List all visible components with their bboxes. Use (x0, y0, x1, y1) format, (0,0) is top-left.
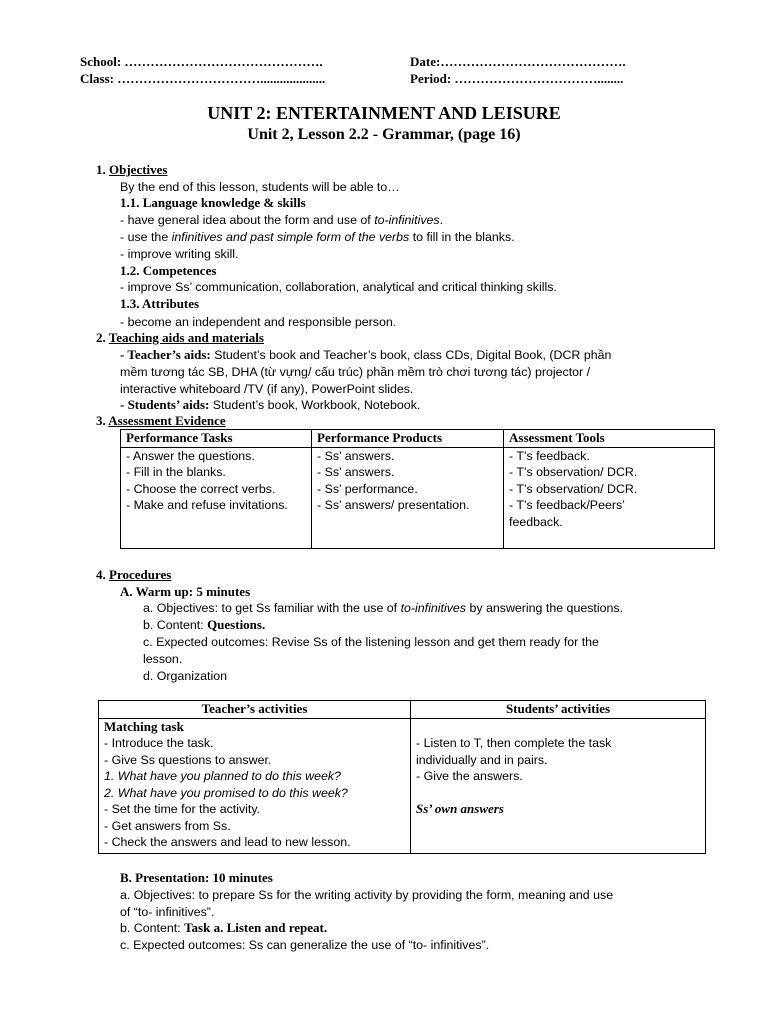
lesson-subtitle: Unit 2, Lesson 2.2 - Grammar, (page 16) (247, 126, 521, 143)
assessment-body-row (121, 447, 715, 548)
knowledge-item-3: - improve writing skill. (120, 247, 239, 261)
list-item: - T’s feedback. (509, 448, 590, 463)
warmup-objectives: a. Objectives: to get Ss familiar with the use of to-infinitives by answering the questions. (143, 601, 624, 615)
knowledge-heading: 1.1. Language knowledge & skills (120, 195, 306, 210)
list-item: - Introduce the task. (104, 736, 214, 750)
spacer (416, 785, 700, 802)
competences-heading: 1.2. Competences (120, 263, 217, 278)
list-item: - Ss’ answers. (317, 465, 395, 479)
section-title: Objectives (109, 162, 168, 177)
teacher-aids-line-2: mềm tương tác SB, DHA (từ vựng/ cấu trúc) phần mềm trò chơi tương tác) projector / (120, 365, 591, 379)
warmup-content: b. Content: Questions. (143, 617, 266, 632)
list-item: - T’s observation/ DCR. (509, 465, 638, 479)
list-item: - Ss’ performance. (317, 481, 418, 496)
question-item: 2. What have you promised to do this week? (104, 785, 348, 800)
list-item: - Ss’ answers/ presentation. (317, 498, 470, 512)
assessment-header-row (121, 430, 715, 448)
list-item: - Give the answers. (416, 769, 523, 783)
students-answers: Ss’ own answers (416, 801, 504, 816)
col-header-products: Performance Products (312, 430, 504, 448)
presentation-content: b. Content: Task a. Listen and repeat. (120, 920, 328, 935)
tools-cell (504, 447, 715, 548)
warmup-organization: d. Organization (143, 669, 228, 683)
school-field: School: ………………………………………. (80, 54, 323, 69)
teacher-aids-line-3: interactive whiteboard /TV (if any), PowerPoint slides. (120, 382, 414, 396)
activities-table (98, 700, 706, 854)
activities-body-row (99, 718, 706, 853)
presentation-objectives-2: of “to- infinitives”. (120, 905, 215, 919)
list-item: - Get answers from Ss. (104, 818, 231, 833)
section-number: 1. (96, 162, 109, 177)
presentation-heading: B. Presentation: 10 minutes (120, 870, 273, 885)
list-item: - Check the answers and lead to new lesson. (104, 835, 351, 849)
list-item: - Set the time for the activity. (104, 802, 261, 816)
assessment-heading: 3. Assessment Evidence (96, 413, 226, 428)
presentation-outcomes: c. Expected outcomes: Ss can generalize the use of “to- infinitives”. (120, 938, 490, 952)
objectives-intro: By the end of this lesson, students will be able to… (120, 180, 400, 194)
list-item: - Choose the correct verbs. (126, 481, 276, 496)
students-activities-cell (411, 718, 706, 853)
teacher-activities-cell (99, 718, 411, 853)
list-item: individually and in pairs. (416, 752, 548, 767)
knowledge-item-1: - have general idea about the form and use of to-infinitives. (120, 213, 444, 227)
col-header-students: Students’ activities (411, 701, 706, 719)
list-item: - Ss’ answers. (317, 448, 395, 463)
presentation-objectives-1: a. Objectives: to prepare Ss for the writing activity by providing the form, meaning and use (120, 888, 614, 902)
date-field: Date:……………………………………. (410, 54, 626, 69)
tasks-cell (121, 447, 312, 548)
period-field: Period: ……………………………........ (410, 71, 624, 86)
procedures-heading: 4. Procedures (96, 567, 172, 582)
warmup-outcomes-2: lesson. (143, 652, 183, 666)
question-item: 1. What have you planned to do this week? (104, 769, 341, 783)
task-title: Matching task (104, 718, 184, 734)
aids-heading: 2. Teaching aids and materials (96, 330, 264, 345)
list-item: - Fill in the blanks. (126, 465, 226, 479)
attribute-item: - become an independent and responsible person. (120, 315, 397, 329)
student-aids-line: - Students’ aids: Student’s book, Workbook, Notebook. (120, 397, 421, 412)
list-item: - Answer the questions. (126, 448, 255, 463)
list-item: - Give Ss questions to answer. (104, 752, 272, 767)
activities-header-row (99, 701, 706, 719)
col-header-teacher: Teacher’s activities (99, 701, 411, 719)
unit-title: UNIT 2: ENTERTAINMENT AND LEISURE (207, 103, 561, 123)
assessment-table (120, 429, 715, 549)
list-item: - T’s observation/ DCR. (509, 481, 638, 496)
knowledge-item-2: - use the infinitives and past simple form of the verbs to fill in the blanks. (120, 230, 515, 244)
col-header-tools: Assessment Tools (504, 430, 715, 448)
attributes-heading: 1.3. Attributes (120, 296, 200, 311)
class-field: Class: …………………………….................... (80, 71, 326, 86)
products-cell (312, 447, 504, 548)
teacher-aids-line-1: - Teacher’s aids: Student’s book and Teacher’s book, class CDs, Digital Book, (DCR phần (120, 347, 612, 362)
spacer (416, 719, 700, 736)
list-item: - Make and refuse invitations. (126, 498, 288, 512)
warmup-outcomes-1: c. Expected outcomes: Revise Ss of the listening lesson and get them ready for the (143, 635, 599, 649)
competence-item: - improve Ss’ communication, collaboration, analytical and critical thinking skills. (120, 280, 557, 294)
warmup-heading: A. Warm up: 5 minutes (120, 584, 251, 599)
list-item: - T’s feedback/Peers’ feedback. (509, 498, 625, 529)
col-header-tasks: Performance Tasks (121, 430, 312, 448)
objectives-heading (96, 162, 167, 178)
list-item: - Listen to T, then complete the task (416, 736, 612, 750)
